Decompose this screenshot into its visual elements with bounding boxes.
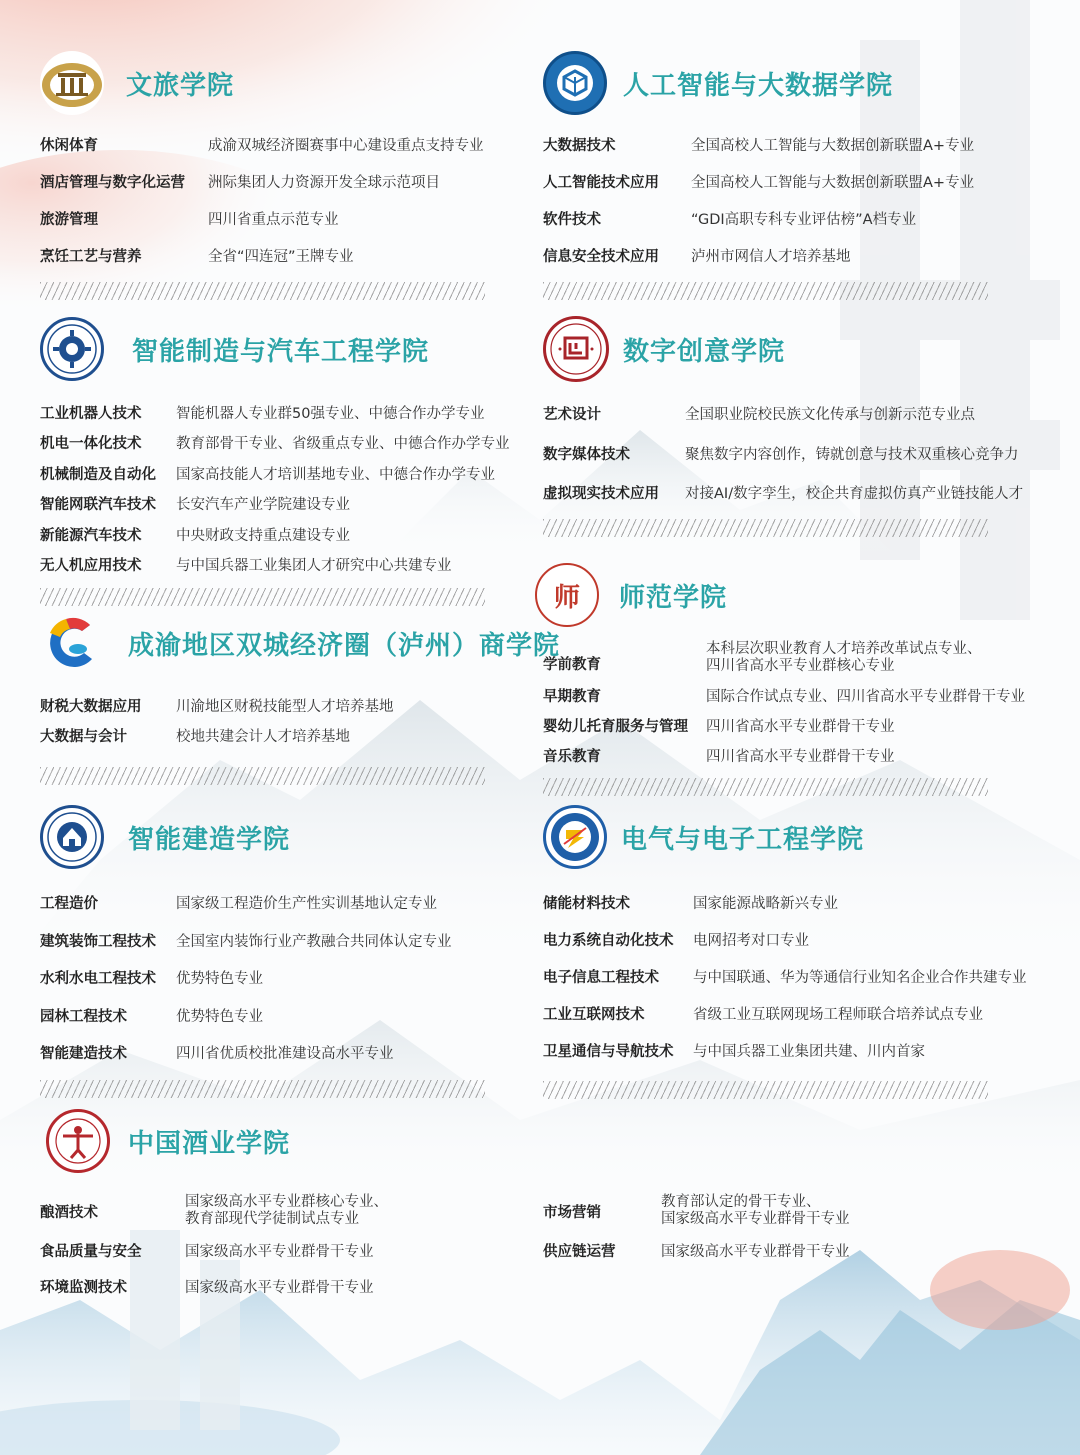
liquor-right-list [543,1190,1003,1304]
list-item [40,428,520,459]
divider [40,588,485,606]
major-name: 机械制造及自动化 [40,466,156,483]
major-desc: 聚焦数字内容创作，铸就创意与技术双重核心竞争力 [685,446,1019,463]
major-name: 市场营销 [543,1204,601,1221]
major-name: 园林工程技术 [40,1008,127,1025]
major-desc: 优势特色专业 [176,971,263,988]
major-name: 机电一体化技术 [40,436,142,453]
major-desc: 与中国兵器工业集团共建、川内首家 [693,1044,925,1060]
construction-emblem-icon [40,805,104,869]
section-title: 智能制造与汽车工程学院 [132,336,430,367]
major-name: 信息安全技术应用 [543,249,659,265]
section-wenlv [40,48,500,300]
major-desc: 全国室内装饰行业产教融合共同体认定专业 [176,933,452,950]
list-item [40,1190,543,1232]
major-desc: 与中国兵器工业集团人才研究中心共建专业 [176,558,452,575]
list-item [40,126,500,163]
gear-emblem-icon [40,317,104,381]
list-item [40,721,520,752]
major-name: 大数据与会计 [40,729,127,746]
major-desc: 国家级高水平专业群核心专业、 [185,1194,388,1210]
major-desc: 教育部认定的骨干专业、 [661,1194,821,1210]
columns-emblem-icon [40,51,104,115]
business-c-logo-icon [40,611,104,675]
major-desc-line2: 国家级高水平专业群骨干专业 [661,1211,850,1227]
major-name: 建筑装饰工程技术 [40,933,156,950]
major-desc: 四川省高水平专业群骨干专业 [706,748,895,765]
divider [40,282,485,300]
list-item [40,200,500,237]
major-name: 数字媒体技术 [543,446,630,463]
major-name: 艺术设计 [543,407,601,424]
section-title: 数字创意学院 [623,336,786,367]
major-name: 卫星通信与导航技术 [543,1044,674,1060]
list-item [40,1232,543,1268]
divider [543,282,988,300]
major-name: 软件技术 [543,212,601,228]
list-item [543,394,1053,434]
major-name: 智能网联汽车技术 [40,497,156,514]
list-item [40,1268,543,1304]
major-name: 酒店管理与数字化运营 [40,175,185,191]
major-name: 音乐教育 [543,748,601,765]
digital-arts-seal-icon [543,316,609,382]
list-item [543,636,1053,680]
major-name: 大数据技术 [543,138,616,154]
list-item [543,473,1053,513]
major-desc: 川渝地区财税技能型人才培养基地 [176,698,394,715]
major-name: 工程造价 [40,896,98,913]
major-name: 工业机器人技术 [40,405,142,422]
major-name: 供应链运营 [543,1243,616,1260]
list-item [543,434,1053,474]
divider [543,519,988,537]
list-item [40,489,520,520]
major-desc: 国家级高水平专业群骨干专业 [185,1243,374,1260]
list-item [40,997,520,1035]
divider [543,1081,988,1099]
major-desc: 国家级高水平专业群骨干专业 [185,1279,374,1296]
list-item [543,237,1043,274]
section-title: 中国酒业学院 [128,1128,291,1159]
major-desc: 国家级高水平专业群骨干专业 [661,1243,850,1260]
list-item [543,884,1063,921]
list-item [543,740,1053,770]
major-desc: 智能机器人专业群50强专业、中德合作办学专业 [176,405,485,422]
major-desc: 四川省高水平专业群骨干专业 [706,718,895,735]
major-desc: “GDI高职专科专业评估榜”A档专业 [691,212,917,228]
major-name: 食品质量与安全 [40,1243,142,1260]
list-item [40,163,500,200]
major-desc: 洲际集团人力资源开发全球示范项目 [208,175,440,191]
major-name: 虚拟现实技术应用 [543,486,659,503]
section-normal [533,560,1053,796]
major-name: 新能源汽车技术 [40,527,142,544]
list-item [543,126,1043,163]
major-desc: 对接AI/数字孪生，校企共育虚拟仿真产业链技能人才 [685,486,1024,503]
list-item [543,995,1063,1032]
major-name: 酿酒技术 [40,1204,98,1221]
teacher-seal-icon [535,563,599,627]
divider [40,1080,485,1098]
major-desc: 四川省重点示范专业 [208,212,339,228]
section-title: 师范学院 [619,582,728,613]
list-item [40,959,520,997]
major-name: 学前教育 [543,656,601,673]
list-item [40,458,520,489]
major-desc-line2: 四川省高水平专业群核心专业 [706,658,895,674]
major-desc: 中央财政支持重点建设专业 [176,527,350,544]
section-construction [40,802,520,1098]
major-desc: 国际合作试点专业、四川省高水平专业群骨干专业 [706,688,1025,705]
list-item [40,884,520,922]
major-name: 休闲体育 [40,138,98,154]
major-desc: 四川省优质校批准建设高水平专业 [176,1046,394,1063]
list-item [543,921,1063,958]
major-desc: 省级工业互联网现场工程师联合培养试点专业 [693,1007,983,1023]
liquor-figure-seal-icon [46,1109,110,1173]
cube-emblem-icon [543,51,607,115]
major-name: 旅游管理 [40,212,98,228]
major-desc: 全国高校人工智能与大数据创新联盟A+专业 [691,175,975,191]
list-item [40,1034,520,1072]
major-desc: 全国职业院校民族文化传承与创新示范专业点 [685,407,975,424]
major-desc: 成渝双城经济圈赛事中心建设重点支持专业 [208,138,484,154]
major-name: 婴幼儿托育服务与管理 [543,718,688,735]
major-name: 电力系统自动化技术 [543,933,674,949]
list-item [543,163,1043,200]
list-item [543,200,1043,237]
list-item [40,519,520,550]
seal-character: 师 [553,582,580,613]
major-name: 无人机应用技术 [40,558,142,575]
section-auto [40,314,520,606]
section-ai [543,48,1043,300]
list-item [543,680,1053,710]
list-item [40,922,520,960]
list-item [543,958,1063,995]
major-name: 人工智能技术应用 [543,175,659,191]
major-name: 烹饪工艺与营养 [40,249,142,265]
major-name: 电子信息工程技术 [543,970,659,986]
major-desc: 教育部骨干专业、省级重点专业、中德合作办学专业 [176,436,510,453]
major-desc: 长安汽车产业学院建设专业 [176,497,350,514]
major-desc: 泸州市网信人才培养基地 [691,249,851,265]
list-item [543,1190,1003,1232]
liquor-left-list [40,1190,543,1304]
section-title: 智能建造学院 [128,824,291,855]
major-desc: 国家级工程造价生产性实训基地认定专业 [176,896,437,913]
section-title: 人工智能与大数据学院 [623,70,894,101]
major-desc: 校地共建会计人才培养基地 [176,729,350,746]
major-desc: 与中国联通、华为等通信行业知名企业合作共建专业 [693,970,1027,986]
section-title: 电气与电子工程学院 [621,824,865,855]
list-item [40,550,520,581]
list-item [543,710,1053,740]
section-business [40,608,561,785]
list-item [543,1232,1003,1268]
major-desc-line2: 教育部现代学徒制试点专业 [185,1211,359,1227]
major-desc: 国家高技能人才培训基地专业、中德合作办学专业 [176,466,495,483]
major-name: 水利水电工程技术 [40,971,156,988]
section-liquor [40,1106,1060,1304]
major-name: 环境监测技术 [40,1279,127,1296]
section-title: 文旅学院 [126,70,235,101]
list-item [543,1032,1063,1069]
major-name: 财税大数据应用 [40,698,142,715]
major-name: 早期教育 [543,688,601,705]
section-digital [543,314,1053,537]
major-name: 工业互联网技术 [543,1007,645,1023]
list-item [40,690,520,721]
major-desc: 优势特色专业 [176,1008,263,1025]
major-desc: 全省“四连冠”王牌专业 [208,249,354,265]
major-name: 智能建造技术 [40,1046,127,1063]
major-desc: 电网招考对口专业 [693,933,809,949]
section-electric [543,802,1063,1099]
divider [543,778,988,796]
divider [40,767,485,785]
electric-emblem-icon [543,805,607,869]
major-desc: 本科层次职业教育人才培养改革试点专业、 [706,641,982,657]
major-desc: 全国高校人工智能与大数据创新联盟A+专业 [691,138,975,154]
major-desc: 国家能源战略新兴专业 [693,896,838,912]
list-item [40,237,500,274]
major-name: 储能材料技术 [543,896,630,912]
section-title: 成渝地区双城经济圈（泸州）商学院 [128,630,561,661]
list-item [40,397,520,428]
